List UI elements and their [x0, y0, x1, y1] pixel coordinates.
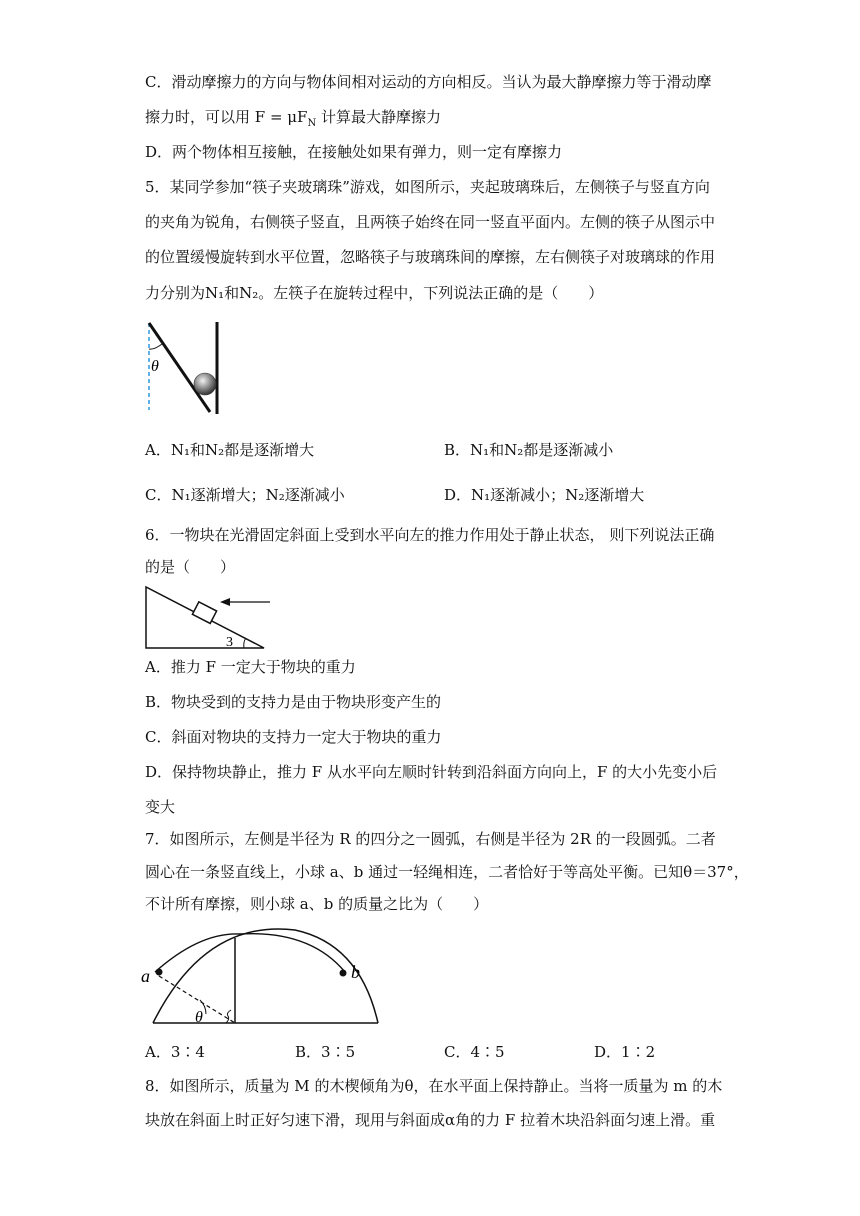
q8-stem-line2: 块放在斜面上时正好匀速下滑，现用与斜面成α角的力 F 拉着木块沿斜面匀速上滑。重: [145, 1111, 716, 1129]
q7-theta-label: θ: [195, 1009, 203, 1026]
q5-option-d: D．N₁逐渐减小；N₂逐渐增大: [444, 486, 645, 504]
block: [192, 602, 216, 624]
q6-option-b: B．物块受到的支持力是由于物块形变产生的: [145, 693, 442, 711]
q5-stem-line1: 5．某同学参加“筷子夹玻璃珠”游戏，如图所示，夹起玻璃珠后，左侧筷子与竖直方向: [145, 178, 710, 196]
q4-option-c-line2: 擦力时，可以用 $F = \mu F_N$ 计算最大静摩擦力: [145, 108, 441, 129]
q6-option-a: A．推力 F 一定大于物块的重力: [145, 658, 356, 676]
q5-theta-label: θ: [151, 358, 159, 375]
q5-stem-line4: 力分别为N₁和N₂。左筷子在旋转过程中，下列说法正确的是（ ）: [145, 284, 604, 302]
q5-chopsticks-figure: [140, 318, 230, 418]
q4-option-d: D．两个物体相互接触，在接触处如果有弹力，则一定有摩擦力: [145, 143, 563, 161]
q7-label-a: a: [141, 966, 150, 986]
q5-option-b: B．N₁和N₂都是逐渐减小: [444, 441, 614, 459]
q5-option-c: C．N₁逐渐增大；N₂逐渐减小: [145, 486, 345, 504]
theta-arc: [149, 344, 162, 349]
q6-angle-label: 3: [226, 635, 233, 650]
ball-b: [340, 970, 347, 977]
right-angle-mark: [226, 1010, 231, 1023]
q7-arcs-figure: [140, 924, 385, 1026]
q5-option-a: A．N₁和N₂都是逐渐增大: [145, 441, 315, 459]
ball-a: [156, 969, 163, 976]
q7-option-d: D．1∶2: [594, 1043, 656, 1061]
q8-stem-line1: 8．如图所示，质量为 M 的木楔倾角为θ，在水平面上保持静止。当将一质量为 m 的木: [145, 1077, 723, 1095]
q4-option-c-line1: C．滑动摩擦力的方向与物体间相对运动的方向相反。当认为最大静摩擦力等于滑动摩: [145, 73, 712, 91]
q6-option-d-line1: D．保持物块静止，推力 F 从水平向左顺时针转到沿斜面方向向上，F 的大小先变小后: [145, 763, 718, 781]
q6-option-d-line2: 变大: [145, 798, 176, 816]
q7-option-a: A．3∶4: [145, 1043, 205, 1061]
q7-option-b: B．3∶5: [295, 1043, 356, 1061]
q7-stem-line1: 7．如图所示，左侧是半径为 R 的四分之一圆弧，右侧是半径为 2R 的一段圆弧。二者: [145, 830, 716, 848]
q7-stem-line3: 不计所有摩擦，则小球 a、b 的质量之比为（ ）: [145, 895, 489, 913]
glass-bead: [194, 373, 216, 395]
q6-stem-line1: 6．一物块在光滑固定斜面上受到水平向左的推力作用处于静止状态， 则下列说法正确: [145, 526, 715, 544]
q5-stem-line3: 的位置缓慢旋转到水平位置，忽略筷子与玻璃珠间的摩擦，左右侧筷子对玻璃球的作用: [145, 248, 716, 266]
inner-arc-track: [155, 934, 345, 972]
q7-label-b: b: [351, 962, 360, 982]
q5-stem-line2: 的夹角为锐角，右侧筷子竖直，且两筷子始终在同一竖直平面内。左侧的筷子从图示中: [145, 213, 716, 231]
q6-incline-figure: [144, 584, 274, 650]
angle-arc: [244, 638, 246, 648]
q7-stem-line2: 圆心在一条竖直线上，小球 a、b 通过一轻绳相连，二者恰好于等高处平衡。已知θ＝37°，: [145, 863, 749, 881]
q7-option-c: C．4∶5: [444, 1043, 505, 1061]
q6-stem-line2: 的是（ ）: [145, 558, 236, 576]
q6-option-c: C．斜面对物块的支持力一定大于物块的重力: [145, 728, 442, 746]
